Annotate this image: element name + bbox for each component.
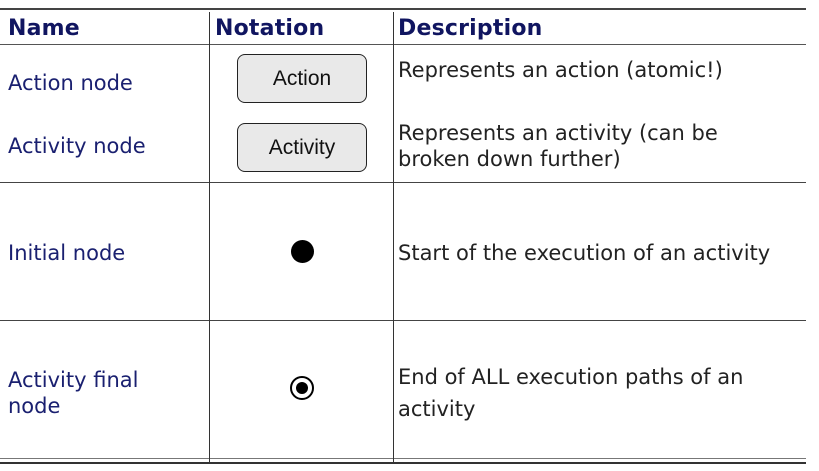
activity-node-shape (237, 123, 367, 172)
bullseye-circle-icon (290, 376, 314, 400)
row-activity-description-line2: broken down further) (398, 147, 621, 171)
table-bottom-rule (0, 458, 806, 459)
row-divider-1 (0, 182, 806, 183)
row-activity-description-line1: Represents an activity (can be (398, 121, 718, 145)
table-bottom-rule-2 (0, 462, 806, 464)
row-initial-name: Initial node (8, 241, 126, 265)
activity-node-label: Activity (268, 135, 336, 159)
column-divider-2 (393, 12, 394, 464)
row-action-name: Action node (8, 71, 133, 95)
table-top-rule (0, 8, 806, 10)
bullseye-center (296, 382, 308, 394)
header-notation: Notation (215, 16, 325, 41)
action-node-label: Action (272, 66, 332, 90)
row-action-description: Represents an action (atomic!) (398, 58, 723, 82)
row-final-description-line1: End of ALL execution paths of an (398, 365, 744, 389)
column-divider-1 (209, 12, 210, 464)
row-activity-name: Activity node (8, 134, 146, 158)
row-initial-description: Start of the execution of an activity (398, 241, 771, 265)
row-final-description-line2: activity (398, 397, 476, 421)
header-description: Description (398, 16, 543, 41)
row-final-name-line1: Activity final (8, 368, 139, 392)
filled-circle-icon (291, 240, 314, 263)
header-bottom-rule (0, 44, 806, 45)
header-name: Name (8, 16, 80, 41)
row-divider-2 (0, 320, 806, 321)
row-final-name-line2: node (8, 394, 61, 418)
action-node-shape (237, 54, 367, 103)
